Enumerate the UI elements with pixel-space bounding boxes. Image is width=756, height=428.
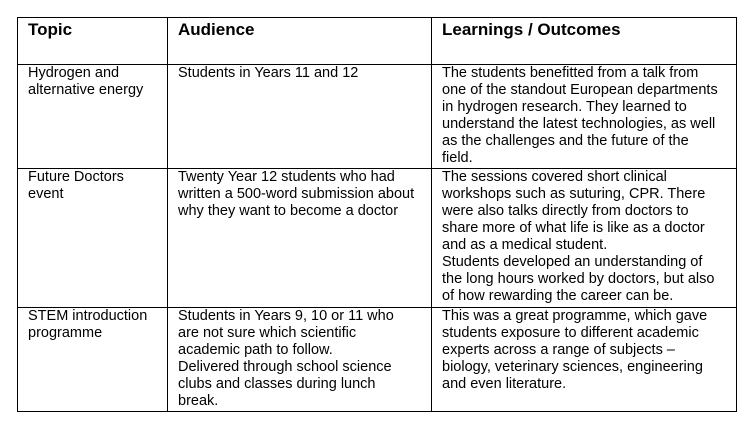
cell-line: why they want to become a doctor <box>178 203 399 219</box>
cell-line: academic path to follow. <box>178 342 333 358</box>
cell-line: written a 500-word submission about <box>178 186 415 202</box>
header-row <box>18 18 737 65</box>
cell-line: programme <box>28 325 103 341</box>
topic-cell <box>18 308 168 412</box>
cell-line: experts across a range of subjects – <box>442 342 675 358</box>
cell-line: Hydrogen and <box>28 65 120 81</box>
cell-line: event <box>28 186 64 202</box>
cell-line: and as a medical student. <box>442 237 608 253</box>
cell-line: break. <box>178 393 219 409</box>
cell-line: the long hours worked by doctors, but also <box>442 271 715 287</box>
cell-line: clubs and classes during lunch <box>178 376 376 392</box>
cell-line: Students in Years 9, 10 or 11 who <box>178 308 394 324</box>
cell-line: as the challenges and the future of the <box>442 133 689 149</box>
header-topic: Topic <box>18 18 168 65</box>
audience-cell <box>168 65 432 169</box>
table-row <box>18 308 737 412</box>
header-audience: Audience <box>168 18 432 65</box>
cell-line: STEM introduction <box>28 308 148 324</box>
header-outcomes: Learnings / Outcomes <box>432 18 737 65</box>
cell-line: one of the standout European departments <box>442 82 718 98</box>
cell-line: biology, veterinary sciences, engineering <box>442 359 703 375</box>
outcomes-cell <box>432 308 737 412</box>
cell-line: Future Doctors <box>28 169 124 185</box>
topic-cell <box>18 65 168 169</box>
cell-line: workshops such as suturing, CPR. There <box>442 186 706 202</box>
cell-line: field. <box>442 150 473 166</box>
cell-line: were also talks directly from doctors to <box>442 203 689 219</box>
cell-line: and even literature. <box>442 376 567 392</box>
cell-line: share more of what life is like as a doctor <box>442 220 705 236</box>
topic-cell <box>18 169 168 308</box>
cell-line: Delivered through school science <box>178 359 392 375</box>
audience-cell <box>168 169 432 308</box>
cell-line: are not sure which scientific <box>178 325 357 341</box>
cell-line: in hydrogen research. They learned to <box>442 99 687 115</box>
outcomes-cell <box>432 65 737 169</box>
audience-cell <box>168 308 432 412</box>
cell-line: of how rewarding the career can be. <box>442 288 674 304</box>
cell-line: understand the latest technologies, as well <box>442 116 716 132</box>
cell-line: The students benefitted from a talk from <box>442 65 699 81</box>
cell-line: alternative energy <box>28 82 144 98</box>
outcomes-cell <box>432 169 737 308</box>
cell-line: Twenty Year 12 students who had <box>178 169 395 185</box>
outreach-table <box>17 17 737 412</box>
table-row <box>18 169 737 308</box>
cell-line: students exposure to different academic <box>442 325 699 341</box>
cell-line: This was a great programme, which gave <box>442 308 708 324</box>
cell-line: Students developed an understanding of <box>442 254 703 270</box>
cell-line: Students in Years 11 and 12 <box>178 65 359 81</box>
cell-line: The sessions covered short clinical <box>442 169 667 185</box>
table-row <box>18 65 737 169</box>
